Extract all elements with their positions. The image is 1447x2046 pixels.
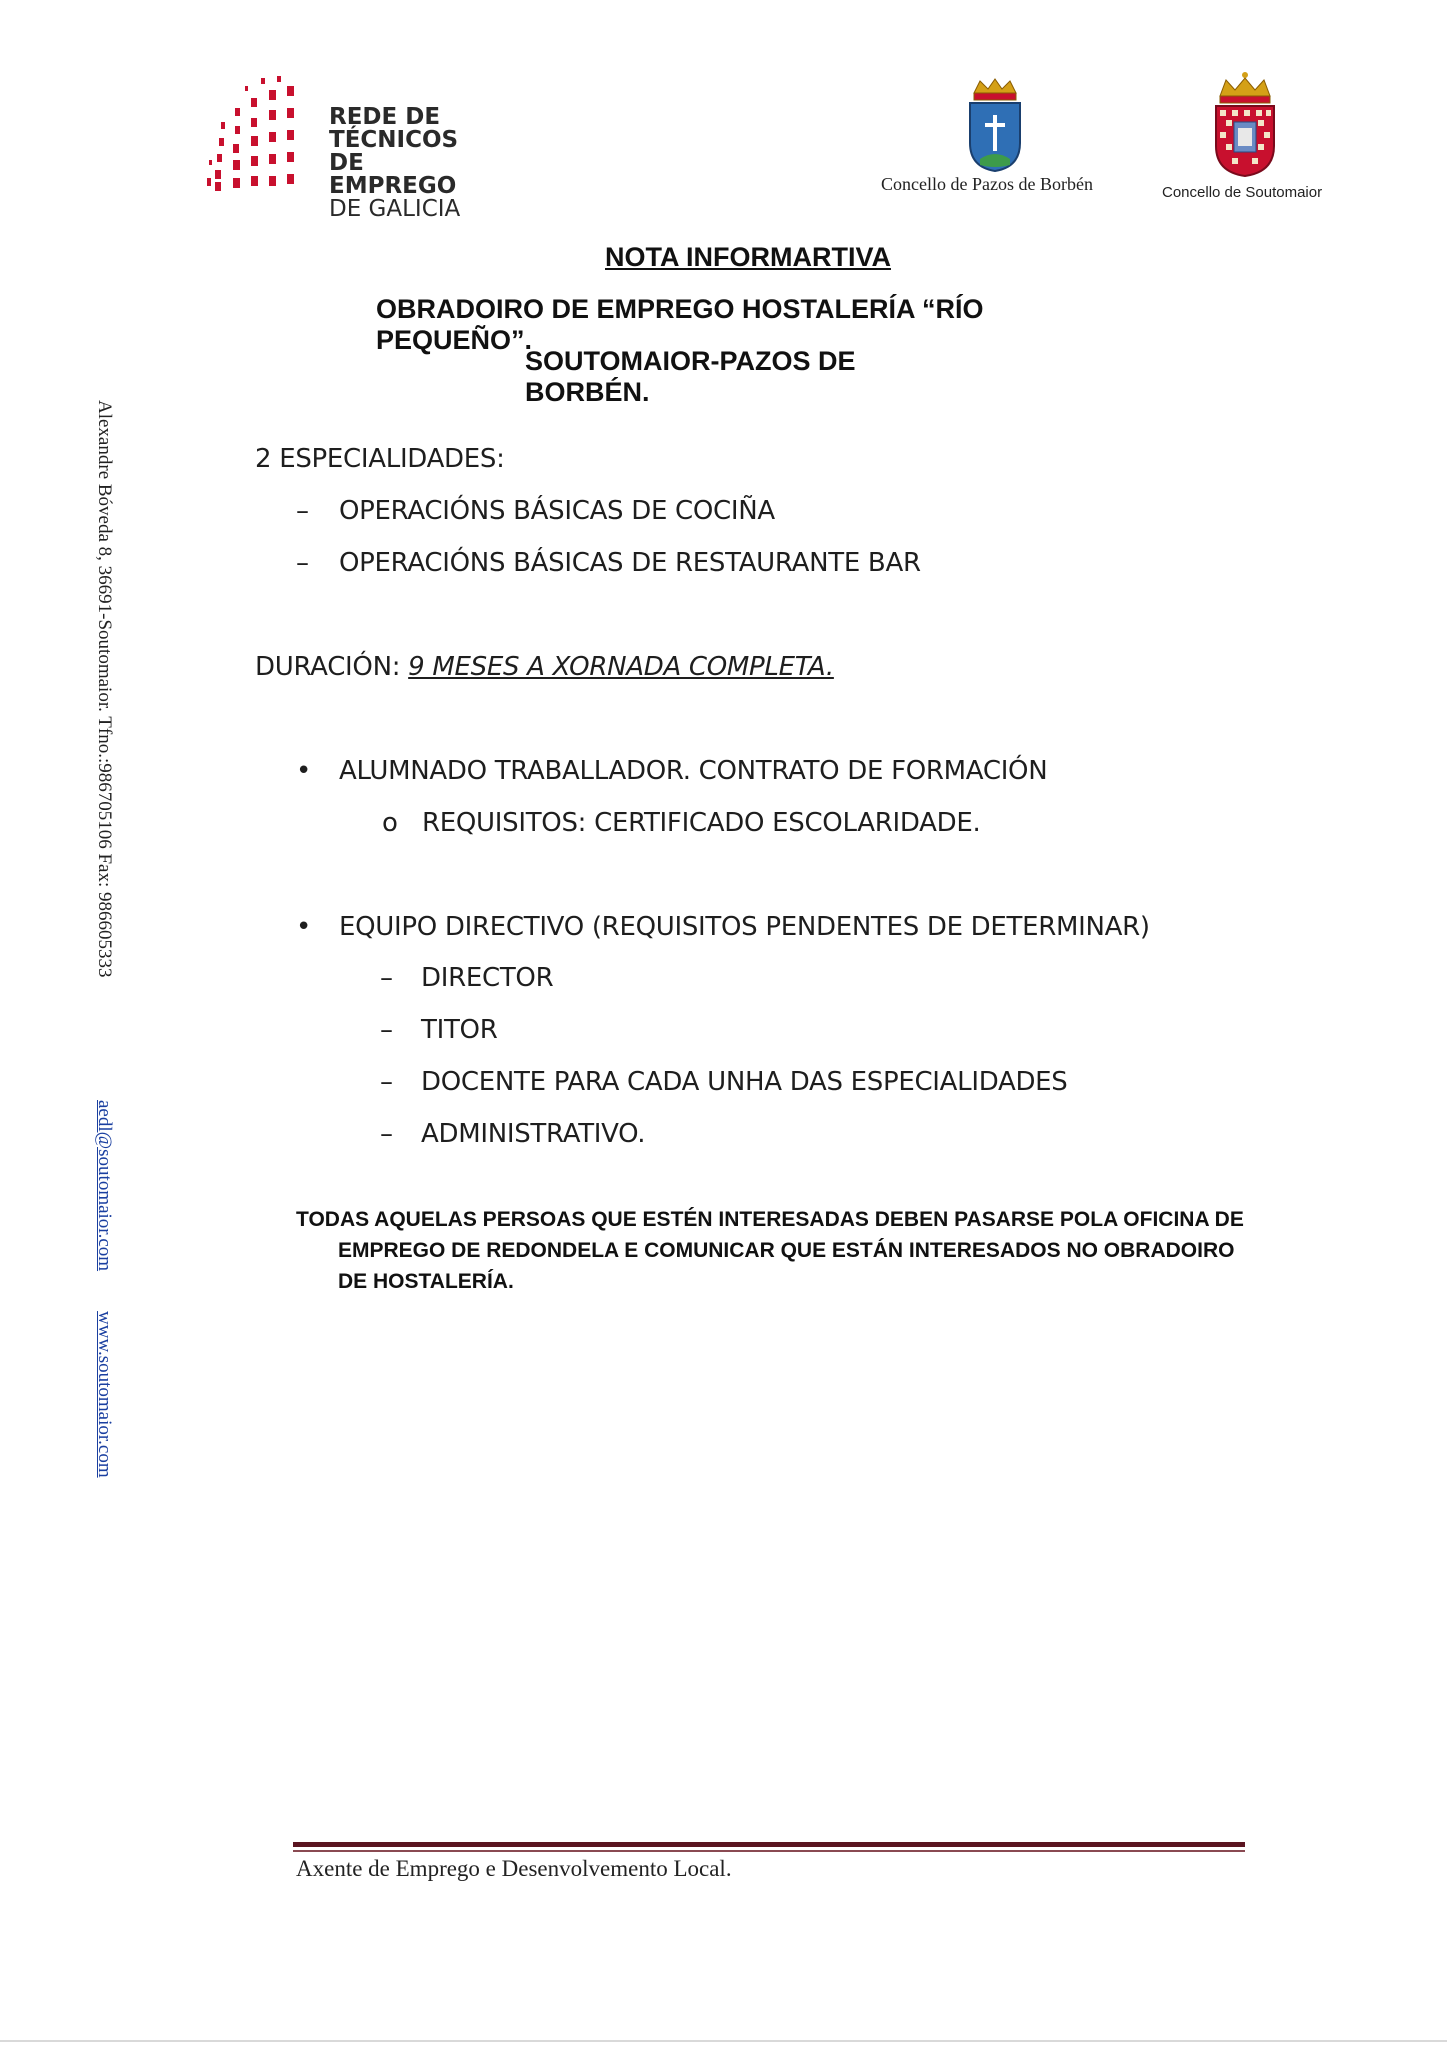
equipo-item: EQUIPO DIRECTIVO (REQUISITOS PENDENTES DE DETERMINAR) [339, 912, 1150, 942]
especialidade-item: OPERACIÓNS BÁSICAS DE COCIÑA [339, 496, 775, 526]
requisitos-item: REQUISITOS: CERTIFICADO ESCOLARIDADE. [422, 808, 981, 838]
page-edge [0, 2040, 1447, 2042]
dash-marker: – [380, 963, 393, 993]
duracion-value: 9 MESES A XORNADA COMPLETA. [408, 652, 834, 682]
notice-line: TODAS AQUELAS PERSOAS QUE ESTÉN INTERESADAS DEBEN PASARSE POLA OFICINA DE [296, 1208, 1244, 1231]
notice-line: DE HOSTALERÍA. [338, 1270, 514, 1293]
interest-notice [296, 1204, 1256, 1297]
dash-marker: – [380, 1067, 393, 1097]
location-title: SOUTOMAIOR-PAZOS DE BORBÉN. [525, 346, 856, 407]
email-link[interactable]: aedl@soutomaior.com [94, 1100, 115, 1272]
circle-marker: o [382, 808, 398, 838]
equipo-subitem: DOCENTE PARA CADA UNHA DAS ESPECIALIDADES [421, 1067, 1068, 1097]
footer-text: Axente de Emprego e Desenvolvemento Local. [296, 1856, 732, 1881]
duracion-label: DURACIÓN: [255, 652, 409, 682]
rede-line4: DE GALICIA [329, 196, 461, 222]
side-links [93, 1100, 115, 1478]
footer-divider-thin [293, 1850, 1245, 1852]
rede-line2: TÉCNICOS [329, 127, 459, 153]
notice-line: EMPREGO DE REDONDELA E COMUNICAR QUE ESTÁN INTERESADOS NO OBRADOIRO [338, 1239, 1235, 1262]
soutomaior-caption: Concello de Soutomaior [1162, 184, 1323, 201]
duracion-line [255, 652, 834, 682]
footer-divider [293, 1842, 1245, 1847]
equipo-subitem: TITOR [421, 1015, 498, 1045]
equipo-subitem: DIRECTOR [421, 963, 554, 993]
soutomaior-crest-icon [1210, 70, 1280, 180]
web-link[interactable]: www.soutomaior.com [94, 1311, 115, 1478]
rede-tecnicos-text [329, 106, 465, 221]
alumnado-item: ALUMNADO TRABALLADOR. CONTRATO DE FORMACIÓN [339, 756, 1048, 786]
dash-marker: – [380, 1119, 393, 1149]
rede-line3: DE EMPREGO [329, 150, 457, 199]
pazos-caption: Concello de Pazos de Borbén [881, 174, 1093, 194]
obradoiro-title: OBRADOIRO DE EMPREGO HOSTALERÍA “RÍO PEQUEÑO”. [376, 294, 984, 355]
equipo-subitem: ADMINISTRATIVO. [421, 1119, 646, 1149]
bullet-marker: • [296, 912, 312, 942]
dash-marker: – [296, 548, 309, 578]
nota-title: NOTA INFORMARTIVA [605, 242, 891, 272]
especialidade-item: OPERACIÓNS BÁSICAS DE RESTAURANTE BAR [339, 548, 921, 578]
dash-marker: – [380, 1015, 393, 1045]
rede-grid-icon [205, 72, 305, 202]
side-address: Alexandre Bóveda 8, 36691-Soutomaior. Tfno.:986705106 Fax: 986605333 [94, 400, 115, 978]
especialidades-heading: 2 ESPECIALIDADES: [255, 444, 505, 474]
rede-tecnicos-logo [205, 72, 465, 222]
pazos-crest-icon [960, 75, 1030, 175]
bullet-marker: • [296, 756, 312, 786]
dash-marker: – [296, 496, 309, 526]
rede-line1: REDE DE [329, 104, 441, 130]
